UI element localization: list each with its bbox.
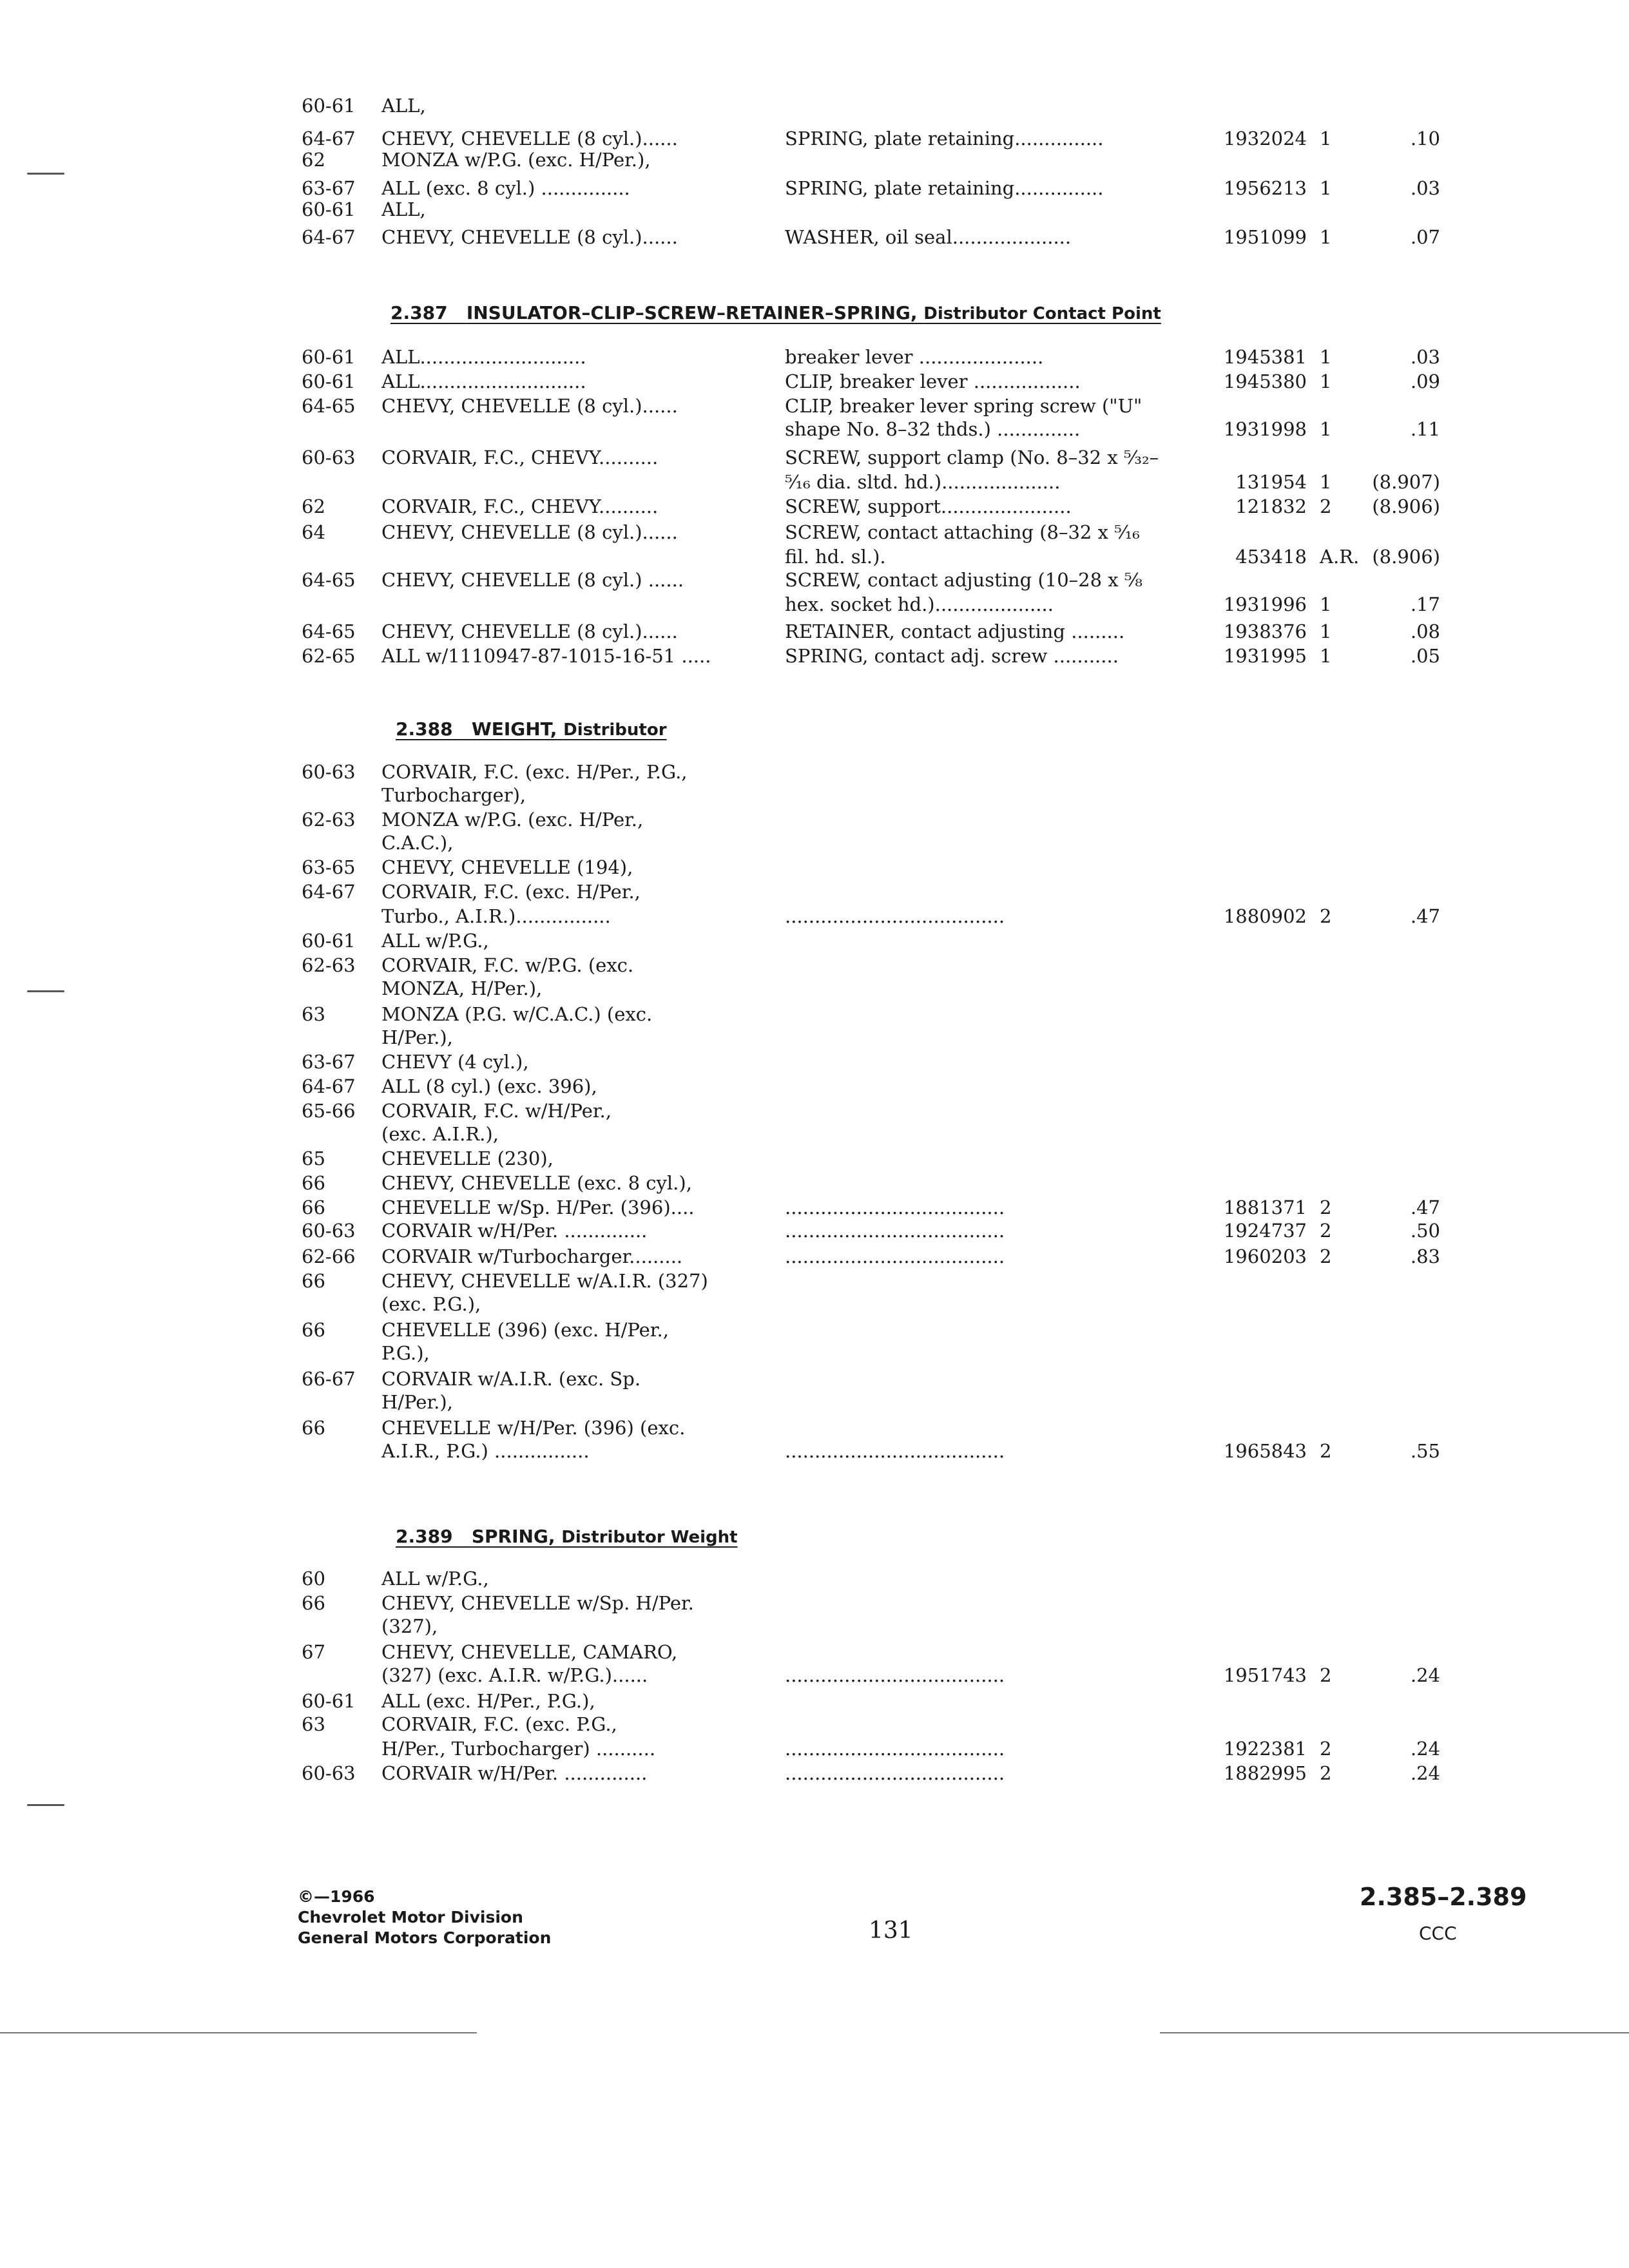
year-cell: 66: [302, 1172, 325, 1194]
model-cell: CHEVELLE (396) (exc. H/Per.,: [381, 1319, 669, 1341]
section-subtitle: Distributor Weight: [561, 1528, 738, 1547]
description-cell: SCREW, contact attaching (8–32 x ⁵⁄₁₆: [785, 521, 1140, 543]
price-cell: (8.907): [1372, 471, 1440, 493]
section-range: 2.385–2.389: [1360, 1883, 1527, 1911]
model-cell: CHEVELLE w/Sp. H/Per. (396)....: [381, 1196, 695, 1218]
year-cell: 60-63: [302, 447, 356, 468]
section-heading-2-388: [396, 716, 667, 743]
model-cell: CHEVY, CHEVELLE (exc. 8 cyl.),: [381, 1172, 692, 1194]
price-cell: .03: [1410, 177, 1440, 199]
model-cell: CHEVY, CHEVELLE (8 cyl.)......: [381, 226, 678, 248]
part-number-cell: 1882995: [1223, 1762, 1307, 1784]
model-cell: MONZA w/P.G. (exc. H/Per.,: [381, 809, 644, 831]
model-cell: CORVAIR, F.C. w/P.G. (exc.: [381, 954, 634, 976]
description-cell: .....................................: [785, 1220, 1005, 1242]
price-cell: .09: [1410, 370, 1440, 392]
year-cell: 64-67: [302, 226, 356, 248]
model-cell: ALL,: [381, 95, 426, 117]
bottom-rule-right: [1160, 2032, 1629, 2033]
model-cell: H/Per.),: [381, 1026, 453, 1048]
table-row: [0, 928, 1629, 954]
part-number-cell: 1951099: [1223, 226, 1307, 248]
year-cell: 60-61: [302, 95, 356, 117]
table-row: [0, 416, 1629, 442]
table-row: [0, 1024, 1629, 1050]
year-cell: 62-65: [302, 645, 356, 667]
quantity-cell: 1: [1320, 471, 1332, 493]
year-cell: 64-65: [302, 620, 356, 642]
description-cell: .....................................: [785, 1664, 1005, 1686]
table-row: [0, 344, 1629, 370]
table-row: [0, 1001, 1629, 1027]
description-cell: ⁵⁄₁₆ dia. sltd. hd.)....................: [785, 471, 1061, 493]
table-row: [0, 1736, 1629, 1762]
quantity-cell: 1: [1320, 226, 1332, 248]
model-cell: CHEVY, CHEVELLE (8 cyl.)......: [381, 521, 678, 543]
table-row: [0, 197, 1629, 222]
description-cell: hex. socket hd.)....................: [785, 593, 1054, 615]
model-cell: CHEVY, CHEVELLE (8 cyl.)......: [381, 128, 678, 149]
footer-copyright: ©—1966: [298, 1887, 375, 1906]
description-cell: shape No. 8–32 thds.) ..............: [785, 418, 1081, 440]
part-number-cell: 121832: [1235, 495, 1307, 517]
footer-publisher: [298, 1887, 551, 1948]
description-cell: .....................................: [785, 905, 1005, 927]
year-cell: 67: [302, 1641, 325, 1663]
model-cell: CHEVY, CHEVELLE w/Sp. H/Per.: [381, 1592, 694, 1614]
model-cell: CHEVY, CHEVELLE (8 cyl.)......: [381, 620, 678, 642]
model-cell: CORVAIR w/H/Per. ..............: [381, 1220, 648, 1242]
part-number-cell: 1951743: [1223, 1664, 1307, 1686]
table-row: [0, 854, 1629, 880]
quantity-cell: 2: [1320, 1762, 1332, 1784]
year-cell: 60-61: [302, 370, 356, 392]
year-cell: 66-67: [302, 1368, 356, 1390]
table-row: [0, 1340, 1629, 1366]
table-row: [0, 147, 1629, 173]
quantity-cell: 1: [1320, 128, 1332, 149]
quantity-cell: A.R.: [1320, 546, 1360, 568]
model-cell: A.I.R., P.G.) ................: [381, 1440, 590, 1462]
year-cell: 60: [302, 1568, 325, 1590]
table-row: [0, 1195, 1629, 1220]
year-cell: 62-66: [302, 1245, 356, 1267]
section-number: 2.388: [396, 718, 453, 740]
table-row: [0, 1566, 1629, 1591]
table-row: [0, 93, 1629, 119]
description-cell: CLIP, breaker lever spring screw ("U": [785, 395, 1142, 417]
section-heading-2-387: [390, 300, 1161, 327]
table-row: [0, 1268, 1629, 1294]
part-number-cell: 1932024: [1223, 128, 1307, 149]
quantity-cell: 2: [1320, 1440, 1332, 1462]
table-row: [0, 1438, 1629, 1464]
table-row: [0, 591, 1629, 617]
description-cell: .....................................: [785, 1738, 1005, 1760]
model-cell: (327) (exc. A.I.R. w/P.G.)......: [381, 1664, 648, 1686]
description-cell: RETAINER, contact adjusting .........: [785, 620, 1125, 642]
model-cell: H/Per.),: [381, 1391, 453, 1413]
table-row: [0, 619, 1629, 644]
year-cell: 66: [302, 1417, 325, 1439]
section-number: 2.387: [390, 302, 448, 323]
description-cell: .....................................: [785, 1245, 1005, 1267]
table-row: [0, 1389, 1629, 1415]
model-cell: CORVAIR, F.C. (exc. H/Per., P.G.,: [381, 761, 688, 783]
table-row: [0, 782, 1629, 808]
table-row: [0, 903, 1629, 929]
model-cell: (327),: [381, 1615, 438, 1637]
model-cell: CORVAIR w/Turbocharger.........: [381, 1245, 683, 1267]
description-cell: fil. hd. sl.).: [785, 546, 886, 568]
quantity-cell: 2: [1320, 1245, 1332, 1267]
table-row: [0, 643, 1629, 669]
footer-corporation: General Motors Corporation: [298, 1928, 552, 1947]
section-title: INSULATOR–CLIP–SCREW–RETAINER–SPRING,: [466, 302, 918, 323]
quantity-cell: 2: [1320, 1664, 1332, 1686]
model-cell: CORVAIR, F.C. (exc. P.G.,: [381, 1713, 617, 1735]
table-row: [0, 1121, 1629, 1147]
price-cell: .05: [1410, 645, 1440, 667]
part-number-cell: 1931996: [1223, 593, 1307, 615]
section-title: WEIGHT,: [471, 718, 557, 740]
binding-hole-mark: [27, 1804, 64, 1806]
part-number-cell: 1938376: [1223, 620, 1307, 642]
year-cell: 63-67: [302, 1051, 356, 1073]
table-row: [0, 369, 1629, 394]
price-cell: .08: [1410, 620, 1440, 642]
part-number-cell: 1922381: [1223, 1738, 1307, 1760]
table-row: [0, 1366, 1629, 1392]
model-cell: CORVAIR, F.C., CHEVY..........: [381, 495, 659, 517]
description-cell: SCREW, contact adjusting (10–28 x ⁵⁄₈: [785, 569, 1142, 591]
part-number-cell: 1960203: [1223, 1245, 1307, 1267]
quantity-cell: 2: [1320, 495, 1332, 517]
model-cell: CORVAIR, F.C. w/H/Per.,: [381, 1100, 612, 1122]
price-cell: .03: [1410, 346, 1440, 368]
table-row: [0, 494, 1629, 519]
year-cell: 66: [302, 1270, 325, 1292]
table-row: [0, 759, 1629, 785]
description-cell: .....................................: [785, 1440, 1005, 1462]
year-cell: 66: [302, 1592, 325, 1614]
table-row: [0, 1049, 1629, 1075]
year-cell: 65-66: [302, 1100, 356, 1122]
quantity-cell: 1: [1320, 418, 1332, 440]
price-cell: .10: [1410, 128, 1440, 149]
page-number: 131: [869, 1917, 913, 1944]
section-number: 2.389: [396, 1526, 453, 1547]
year-cell: 66: [302, 1196, 325, 1218]
binding-hole-mark: [27, 173, 64, 175]
model-cell: C.A.C.),: [381, 832, 454, 854]
model-cell: ALL (exc. 8 cyl.) ...............: [381, 177, 630, 199]
year-cell: 62: [302, 495, 325, 517]
model-cell: ALL............................: [381, 346, 586, 368]
part-number-cell: 1965843: [1223, 1440, 1307, 1462]
year-cell: 60-61: [302, 1690, 356, 1712]
quantity-cell: 1: [1320, 593, 1332, 615]
year-cell: 64-65: [302, 569, 356, 591]
table-row: [0, 445, 1629, 470]
table-row: [0, 469, 1629, 495]
table-row: [0, 1073, 1629, 1099]
quantity-cell: 1: [1320, 645, 1332, 667]
model-cell: Turbocharger),: [381, 784, 526, 806]
table-row: [0, 1317, 1629, 1343]
binding-hole-mark: [27, 990, 64, 992]
section-heading-2-389: [396, 1524, 738, 1550]
table-row: [0, 1662, 1629, 1688]
year-cell: 63: [302, 1713, 325, 1735]
description-cell: SCREW, support clamp (No. 8–32 x ⁵⁄₃₂–: [785, 447, 1159, 468]
model-cell: ALL w/1110947-87-1015-16-51 .....: [381, 645, 711, 667]
table-row: [0, 393, 1629, 419]
part-number-cell: 1931998: [1223, 418, 1307, 440]
year-cell: 64-67: [302, 881, 356, 903]
model-cell: CHEVY, CHEVELLE, CAMARO,: [381, 1641, 678, 1663]
table-row: [0, 975, 1629, 1001]
year-cell: 63: [302, 1003, 325, 1025]
year-cell: 60-63: [302, 1220, 356, 1242]
price-cell: .83: [1410, 1245, 1440, 1267]
catalog-code: CCC: [1419, 1923, 1457, 1944]
model-cell: MONZA (P.G. w/C.A.C.) (exc.: [381, 1003, 653, 1025]
table-row: [0, 1244, 1629, 1269]
model-cell: ALL w/P.G.,: [381, 930, 489, 952]
model-cell: CHEVY, CHEVELLE w/A.I.R. (327): [381, 1270, 708, 1292]
bottom-rule-left: [0, 2032, 477, 2033]
part-number-cell: 1931995: [1223, 645, 1307, 667]
description-cell: SPRING, plate retaining...............: [785, 177, 1104, 199]
year-cell: 60-63: [302, 761, 356, 783]
quantity-cell: 2: [1320, 1738, 1332, 1760]
quantity-cell: 2: [1320, 1196, 1332, 1218]
table-row: [0, 1760, 1629, 1786]
model-cell: CHEVY, CHEVELLE (194),: [381, 856, 633, 878]
part-number-cell: 1945380: [1223, 370, 1307, 392]
year-cell: 66: [302, 1319, 325, 1341]
footer-division: Chevrolet Motor Division: [298, 1908, 523, 1927]
description-cell: SPRING, contact adj. screw ...........: [785, 645, 1119, 667]
quantity-cell: 2: [1320, 905, 1332, 927]
model-cell: MONZA, H/Per.),: [381, 977, 543, 999]
quantity-cell: 1: [1320, 620, 1332, 642]
table-row: [0, 1688, 1629, 1714]
table-row: [0, 1146, 1629, 1171]
model-cell: CORVAIR, F.C., CHEVY..........: [381, 447, 659, 468]
year-cell: 62-63: [302, 809, 356, 831]
table-row: [0, 224, 1629, 250]
model-cell: CORVAIR, F.C. (exc. H/Per.,: [381, 881, 641, 903]
model-cell: CHEVY (4 cyl.),: [381, 1051, 529, 1073]
part-number-cell: 1924737: [1223, 1220, 1307, 1242]
price-cell: .24: [1410, 1664, 1440, 1686]
quantity-cell: 1: [1320, 346, 1332, 368]
year-cell: 60-63: [302, 1762, 356, 1784]
description-cell: CLIP, breaker lever ..................: [785, 370, 1081, 392]
section-subtitle: Distributor: [563, 720, 667, 740]
table-row: [0, 952, 1629, 978]
year-cell: 60-61: [302, 930, 356, 952]
year-cell: 64-67: [302, 128, 356, 149]
table-row: [0, 1098, 1629, 1124]
model-cell: CHEVY, CHEVELLE (8 cyl.) ......: [381, 569, 684, 591]
year-cell: 62: [302, 149, 325, 171]
price-cell: .55: [1410, 1440, 1440, 1462]
year-cell: 60-61: [302, 346, 356, 368]
table-row: [0, 1218, 1629, 1244]
part-number-cell: 1956213: [1223, 177, 1307, 199]
part-number-cell: 1945381: [1223, 346, 1307, 368]
price-cell: .07: [1410, 226, 1440, 248]
table-row: [0, 1291, 1629, 1317]
model-cell: ALL w/P.G.,: [381, 1568, 489, 1590]
table-row: [0, 879, 1629, 905]
price-cell: (8.906): [1372, 546, 1440, 568]
year-cell: 60-61: [302, 198, 356, 220]
description-cell: WASHER, oil seal....................: [785, 226, 1072, 248]
description-cell: .....................................: [785, 1762, 1005, 1784]
model-cell: CORVAIR w/H/Per. ..............: [381, 1762, 648, 1784]
price-cell: .47: [1410, 1196, 1440, 1218]
part-number-cell: 131954: [1235, 471, 1307, 493]
year-cell: 62-63: [302, 954, 356, 976]
model-cell: ALL,: [381, 198, 426, 220]
table-row: [0, 830, 1629, 856]
description-cell: .....................................: [785, 1196, 1005, 1218]
table-row: [0, 1613, 1629, 1639]
model-cell: CHEVY, CHEVELLE (8 cyl.)......: [381, 395, 678, 417]
table-row: [0, 1590, 1629, 1616]
description-cell: SPRING, plate retaining...............: [785, 128, 1104, 149]
year-cell: 63-65: [302, 856, 356, 878]
table-row: [0, 1711, 1629, 1737]
year-cell: 64-67: [302, 1075, 356, 1097]
quantity-cell: 1: [1320, 177, 1332, 199]
model-cell: ALL (8 cyl.) (exc. 396),: [381, 1075, 597, 1097]
model-cell: Turbo., A.I.R.)................: [381, 905, 611, 927]
model-cell: MONZA w/P.G. (exc. H/Per.),: [381, 149, 651, 171]
section-title: SPRING,: [471, 1526, 555, 1547]
model-cell: CHEVELLE (230),: [381, 1148, 554, 1169]
price-cell: .47: [1410, 905, 1440, 927]
year-cell: 63-67: [302, 177, 356, 199]
table-row: [0, 807, 1629, 832]
quantity-cell: 1: [1320, 370, 1332, 392]
model-cell: ALL............................: [381, 370, 586, 392]
table-row: [0, 567, 1629, 593]
model-cell: CHEVELLE w/H/Per. (396) (exc.: [381, 1417, 686, 1439]
table-row: [0, 1639, 1629, 1665]
year-cell: 64: [302, 521, 325, 543]
description-cell: SCREW, support......................: [785, 495, 1072, 517]
table-row: [0, 519, 1629, 545]
year-cell: 65: [302, 1148, 325, 1169]
model-cell: (exc. A.I.R.),: [381, 1123, 499, 1145]
model-cell: H/Per., Turbocharger) ..........: [381, 1738, 656, 1760]
table-row: [0, 1415, 1629, 1441]
model-cell: P.G.),: [381, 1342, 430, 1364]
description-cell: breaker lever .....................: [785, 346, 1044, 368]
price-cell: (8.906): [1372, 495, 1440, 517]
price-cell: .11: [1410, 418, 1440, 440]
price-cell: .24: [1410, 1762, 1440, 1784]
price-cell: .24: [1410, 1738, 1440, 1760]
section-subtitle: Distributor Contact Point: [923, 304, 1161, 323]
part-number-cell: 453418: [1235, 546, 1307, 568]
model-cell: ALL (exc. H/Per., P.G.),: [381, 1690, 595, 1712]
table-row: [0, 544, 1629, 570]
price-cell: .50: [1410, 1220, 1440, 1242]
price-cell: .17: [1410, 593, 1440, 615]
model-cell: (exc. P.G.),: [381, 1293, 481, 1315]
part-number-cell: 1880902: [1223, 905, 1307, 927]
year-cell: 64-65: [302, 395, 356, 417]
quantity-cell: 2: [1320, 1220, 1332, 1242]
model-cell: CORVAIR w/A.I.R. (exc. Sp.: [381, 1368, 641, 1390]
table-row: [0, 1170, 1629, 1196]
part-number-cell: 1881371: [1223, 1196, 1307, 1218]
